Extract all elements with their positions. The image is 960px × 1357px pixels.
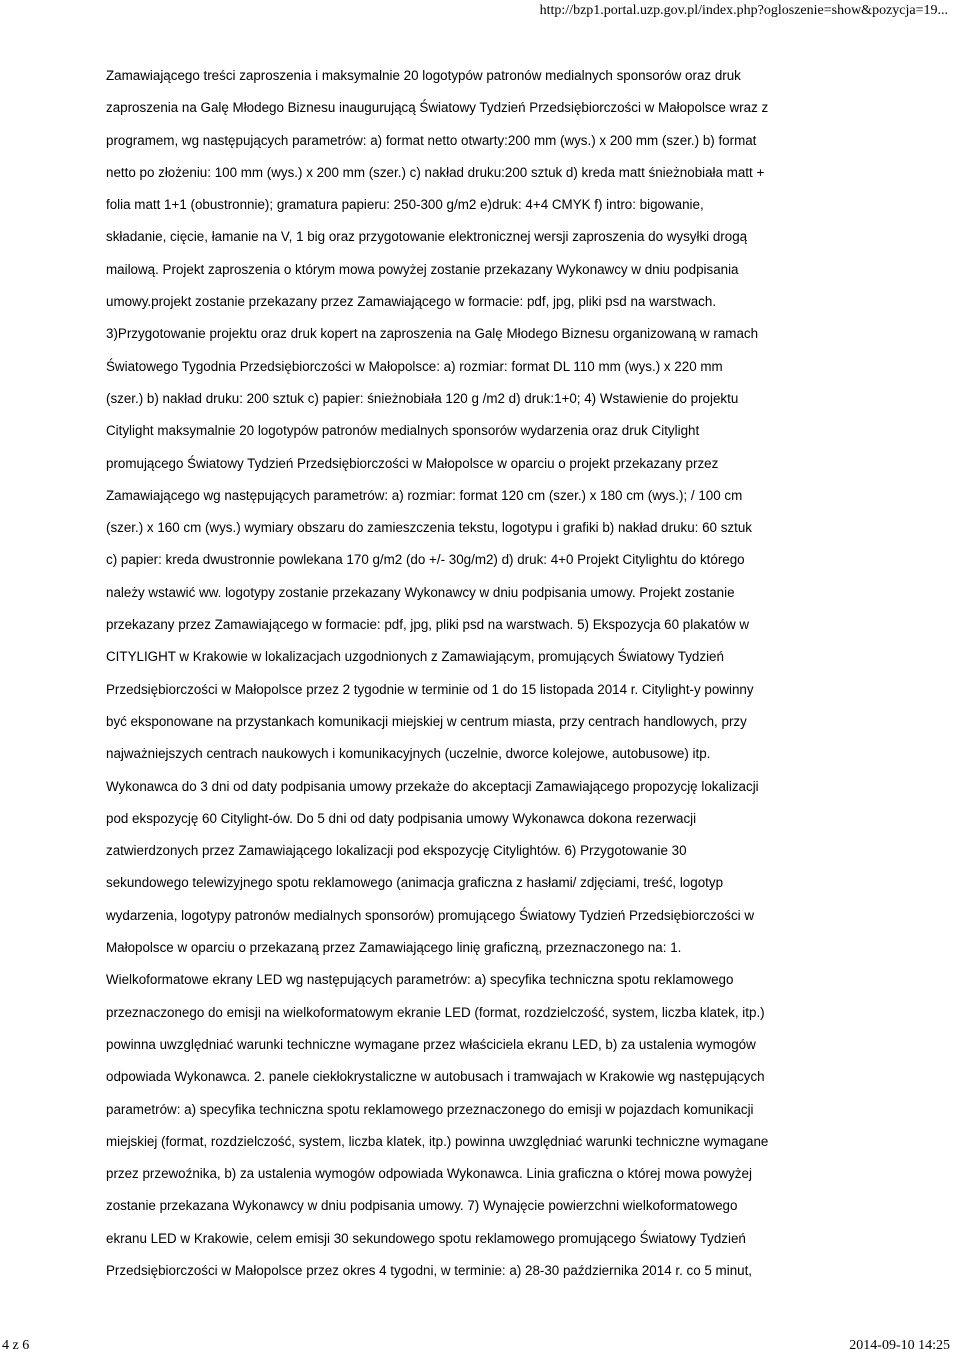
page-number: 4 z 6	[2, 1338, 30, 1353]
body-line: być eksponowane na przystankach komunikacji miejskiej w centrum miasta, przy centrach handlowych, przy	[106, 713, 747, 729]
body-line: Światowego Tygodnia Przedsiębiorczości w Małopolsce: a) rozmiar: format DL 110 mm (wys.) x 220 mm	[106, 358, 723, 374]
body-line: odpowiada Wykonawca. 2. panele ciekłokrystaliczne w autobusach i tramwajach w Krakowie wg następujących	[106, 1069, 765, 1085]
body-line: powinna uwzględniać warunki techniczne wymagane przez właściciela ekranu LED, b) za ustalenia wymogów	[106, 1036, 756, 1052]
body-line: mailową. Projekt zaproszenia o którym mowa powyżej zostanie przekazany Wykonawcy w dniu podpisania	[106, 261, 739, 277]
body-line: wydarzenia, logotypy patronów medialnych sponsorów) promującego Światowy Tydzień Przedsiębiorczości w	[106, 907, 755, 923]
body-line: Wielkoformatowe ekrany LED wg następujących parametrów: a) specyfika techniczna spotu reklamowego	[106, 972, 734, 988]
print-timestamp: 2014-09-10 14:25	[849, 1338, 950, 1353]
body-line: przeznaczonego do emisji na wielkoformatowym ekranie LED (format, rozdzielczość, system, liczba klatek, itp.)	[106, 1004, 765, 1020]
body-line: Citylight maksymalnie 20 logotypów patronów medialnych sponsorów wydarzenia oraz druk Citylight	[106, 423, 700, 439]
page-url: http://bzp1.portal.uzp.gov.pl/index.php?ogloszenie=show&pozycja=19...	[539, 3, 948, 18]
body-line: najważniejszych centrach naukowych i komunikacyjnych (uczelnie, dworce kolejowe, autobusowe) itp.	[106, 746, 711, 762]
body-line: (szer.) x 160 cm (wys.) wymiary obszaru do zamieszczenia tekstu, logotypu i grafiki b) nakład druku: 60 sztuk	[106, 520, 752, 536]
document-body	[106, 60, 896, 1287]
body-line: programem, wg następujących parametrów: a) format netto otwarty:200 mm (wys.) x 200 mm (szer.) b) format	[106, 132, 757, 148]
body-line: miejskiej (format, rozdzielczość, system, liczba klatek, itp.) powinna uwzględniać warunki techniczne wymagane	[106, 1133, 769, 1149]
body-line: należy wstawić ww. logotypy zostanie przekazany Wykonawcy w dniu podpisania umowy. Projekt zostanie	[106, 584, 735, 600]
body-line: Wykonawca do 3 dni od daty podpisania umowy przekaże do akceptacji Zamawiającego propozycję lokalizacji	[106, 778, 759, 794]
body-line: zatwierdzonych przez Zamawiającego lokalizacji pod ekspozycję Citylightów. 6) Przygotowanie 30	[106, 843, 687, 859]
body-line: składanie, cięcie, łamanie na V, 1 big oraz przygotowanie elektronicznej wersji zaproszenia do wysyłki drogą	[106, 229, 748, 245]
body-line: 3)Przygotowanie projektu oraz druk kopert na zaproszenia na Galę Młodego Biznesu organizowaną w ramach	[106, 326, 759, 342]
body-line: promującego Światowy Tydzień Przedsiębiorczości w Małopolsce w oparciu o projekt przekazany przez	[106, 455, 719, 471]
body-line: parametrów: a) specyfika techniczna spotu reklamowego przeznaczonego do emisji w pojazdach komunikacji	[106, 1101, 754, 1117]
body-line: pod ekspozycję 60 Citylight-ów. Do 5 dni od daty podpisania umowy Wykonawca dokona rezerwacji	[106, 810, 697, 826]
body-line: Zamawiającego wg następujących parametrów: a) rozmiar: format 120 cm (szer.) x 180 cm (wys.); / 100 cm	[106, 487, 743, 503]
body-line: przekazany przez Zamawiającego w formacie: pdf, jpg, pliki psd na warstwach. 5) Ekspozycja 60 plakatów w	[106, 617, 750, 633]
body-line: przez przewoźnika, b) za ustalenia wymogów odpowiada Wykonawca. Linia graficzna o której mowa powyżej	[106, 1166, 752, 1182]
body-line: zostanie przekazana Wykonawcy w dniu podpisania umowy. 7) Wynajęcie powierzchni wielkoformatowego	[106, 1198, 738, 1214]
body-line: umowy.projekt zostanie przekazany przez Zamawiającego w formacie: pdf, jpg, pliki psd na warstwach.	[106, 294, 717, 310]
body-line: Przedsiębiorczości w Małopolsce przez okres 4 tygodni, w terminie: a) 28-30 października 2014 r. co 5 minut,	[106, 1262, 753, 1278]
body-line: Zamawiającego treści zaproszenia i maksymalnie 20 logotypów patronów medialnych sponsorów oraz druk	[106, 68, 741, 83]
body-line: c) papier: kreda dwustronnie powlekana 170 g/m2 (do +/- 30g/m2) d) druk: 4+0 Projekt Citylightu do którego	[106, 552, 745, 568]
body-line: Małopolsce w oparciu o przekazaną przez Zamawiającego linię graficzną, przeznaczonego na: 1.	[106, 940, 682, 956]
body-line: Przedsiębiorczości w Małopolsce przez 2 tygodnie w terminie od 1 do 15 listopada 2014 r. Citylight-y powinny	[106, 681, 754, 697]
body-line: sekundowego telewizyjnego spotu reklamowego (animacja graficzna z hasłami/ zdjęciami, treść, logotyp	[106, 875, 724, 891]
body-line: CITYLIGHT w Krakowie w lokalizacjach uzgodnionych z Zamawiającym, promujących Światowy Tydzień	[106, 649, 724, 665]
body-line: zaproszenia na Galę Młodego Biznesu inaugurującą Światowy Tydzień Przedsiębiorczości w Małopolsce wraz z	[106, 100, 769, 116]
body-line: ekranu LED w Krakowie, celem emisji 30 sekundowego spotu reklamowego promującego Światowy Tydzień	[106, 1230, 746, 1246]
body-line: folia matt 1+1 (obustronnie); gramatura papieru: 250-300 g/m2 e)druk: 4+4 CMYK f) intro: bigowanie,	[106, 197, 704, 213]
body-line: netto po złożeniu: 100 mm (wys.) x 200 mm (szer.) c) nakład druku:200 sztuk d) kreda matt śnieżnobiała matt +	[106, 164, 765, 180]
body-line: (szer.) b) nakład druku: 200 sztuk c) papier: śnieżnobiała 120 g /m2 d) druk:1+0; 4) Wstawienie do projektu	[106, 390, 739, 406]
